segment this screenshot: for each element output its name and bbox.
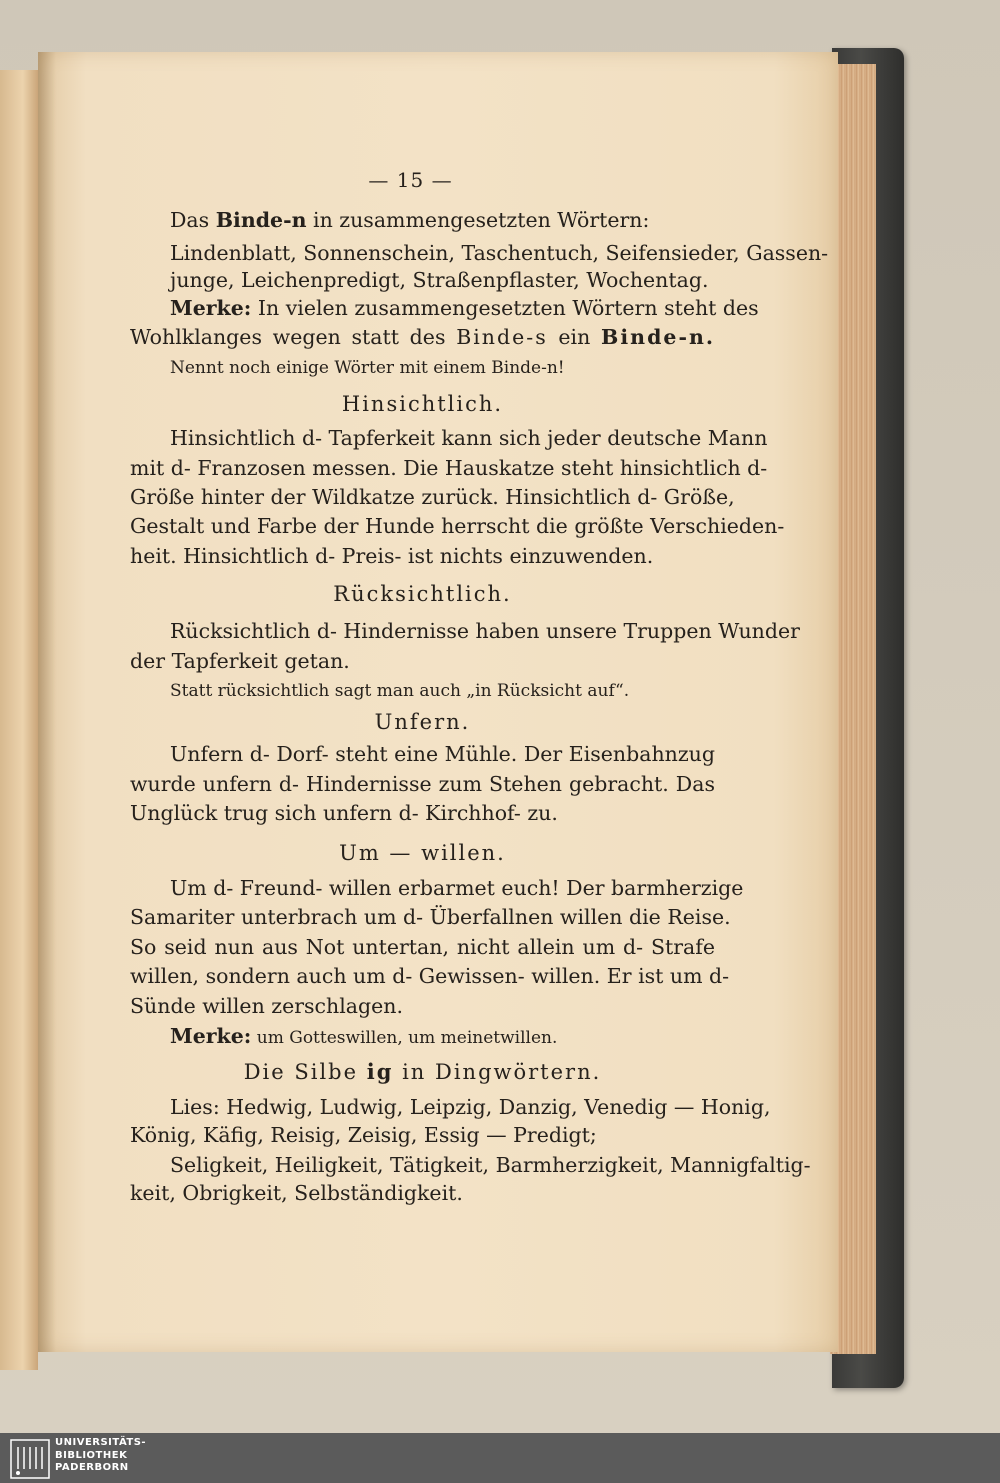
section-line-1 (170, 206, 649, 234)
text-fragment: In vielen zusammengesetzten Wörtern steht des (251, 296, 759, 320)
small-note-6: Nennt noch einige Wörter mit einem Binde-n! (170, 358, 565, 378)
text-line-11: heit. Hinsichtlich d- Preis- ist nichts einzuwenden. (130, 544, 654, 568)
text-line-21: willen, sondern auch um d- Gewissen- willen. Er ist um d- (130, 964, 730, 988)
heading-ruecksichtlich: Rücksichtlich. (333, 582, 512, 606)
merke-label: Merke: (170, 296, 252, 320)
text-line-8: mit d- Franzosen messen. Die Hauskatze steht hinsichtlich d- (130, 456, 768, 480)
text-line-9: Größe hinter der Wildkatze zurück. Hinsichtlich d- Größe, (130, 485, 735, 509)
library-footer (0, 1433, 1000, 1483)
text-line-27: keit, Obrigkeit, Selbständigkeit. (130, 1181, 463, 1205)
text-line-3: junge, Leichenpredigt, Straßenpflaster, Wochentag. (170, 268, 709, 292)
bold-term: Binde-n (215, 208, 307, 232)
text-line-19: Samariter unterbrach um d- Überfallnen willen die Reise. (130, 905, 731, 929)
text-fragment: in zusammengesetzten Wörtern: (306, 208, 650, 232)
text-line-12: Rücksichtlich d- Hindernisse haben unsere Truppen Wunder (170, 619, 800, 643)
merke-label: Merke: (170, 1024, 252, 1048)
text-fragment: in Dingwörtern. (393, 1060, 602, 1084)
library-logo-icon (10, 1439, 50, 1479)
text-fragment: Wohlklanges wegen statt des (130, 325, 457, 349)
small-note-14: Statt rücksichtlich sagt man auch „in Rücksicht auf“. (170, 681, 630, 701)
heading-hinsichtlich: Hinsichtlich. (341, 392, 504, 416)
text-fragment: um Gotteswillen, um meinetwillen. (251, 1028, 558, 1048)
text-line-22: Sünde willen zerschlagen. (130, 994, 403, 1018)
text-line-5 (130, 323, 715, 351)
heading-silbe-ig (130, 1058, 715, 1086)
text-line-18: Um d- Freund- willen erbarmet euch! Der barmherzige (170, 876, 744, 900)
text-line-26: Seligkeit, Heiligkeit, Tätigkeit, Barmherzigkeit, Mannigfaltig- (170, 1153, 811, 1177)
text-line-20: So seid nun aus Not untertan, nicht allein um d- Strafe (130, 935, 715, 959)
text-line-10: Gestalt und Farbe der Hunde herrscht die größte Verschieden- (130, 514, 785, 538)
page-number: — 15 — (368, 168, 453, 192)
library-name-line-3: PADERBORN (55, 1462, 129, 1473)
left-page-edge (0, 70, 38, 1370)
text-fragment: Die Silbe (243, 1060, 367, 1084)
text-line-15: Unfern d- Dorf- steht eine Mühle. Der Eisenbahnzug (170, 742, 715, 766)
bold-term: ig (366, 1059, 394, 1084)
text-fragment: Das (170, 208, 216, 232)
note-line-23 (170, 1022, 557, 1052)
spaced-term: Binde-s (456, 325, 548, 349)
heading-unfern: Unfern. (374, 710, 471, 734)
library-name-line-2: BIBLIOTHEK (55, 1449, 128, 1461)
text-line-25: König, Käfig, Reisig, Zeisig, Essig — Predigt; (130, 1123, 597, 1147)
text-line-7: Hinsichtlich d- Tapferkeit kann sich jeder deutsche Mann (170, 426, 768, 450)
gutter-shadow (38, 52, 56, 1352)
text-line-2: Lindenblatt, Sonnenschein, Taschentuch, Seifensieder, Gassen- (170, 241, 829, 265)
spaced-term: Binde-n. (601, 325, 715, 349)
heading-um-willen: Um — willen. (339, 841, 506, 865)
note-line-4 (170, 294, 759, 322)
text-line-24: Lies: Hedwig, Ludwig, Leipzig, Danzig, Venedig — Honig, (170, 1095, 771, 1119)
text-line-16: wurde unfern d- Hindernisse zum Stehen gebracht. Das (130, 772, 715, 796)
library-name (55, 1437, 146, 1475)
text-fragment: ein (547, 325, 602, 349)
library-name-line-1: UNIVERSITÄTS- (55, 1437, 147, 1448)
text-line-13: der Tapferkeit getan. (130, 649, 350, 673)
text-line-17: Unglück trug sich unfern d- Kirchhof- zu. (130, 801, 558, 825)
